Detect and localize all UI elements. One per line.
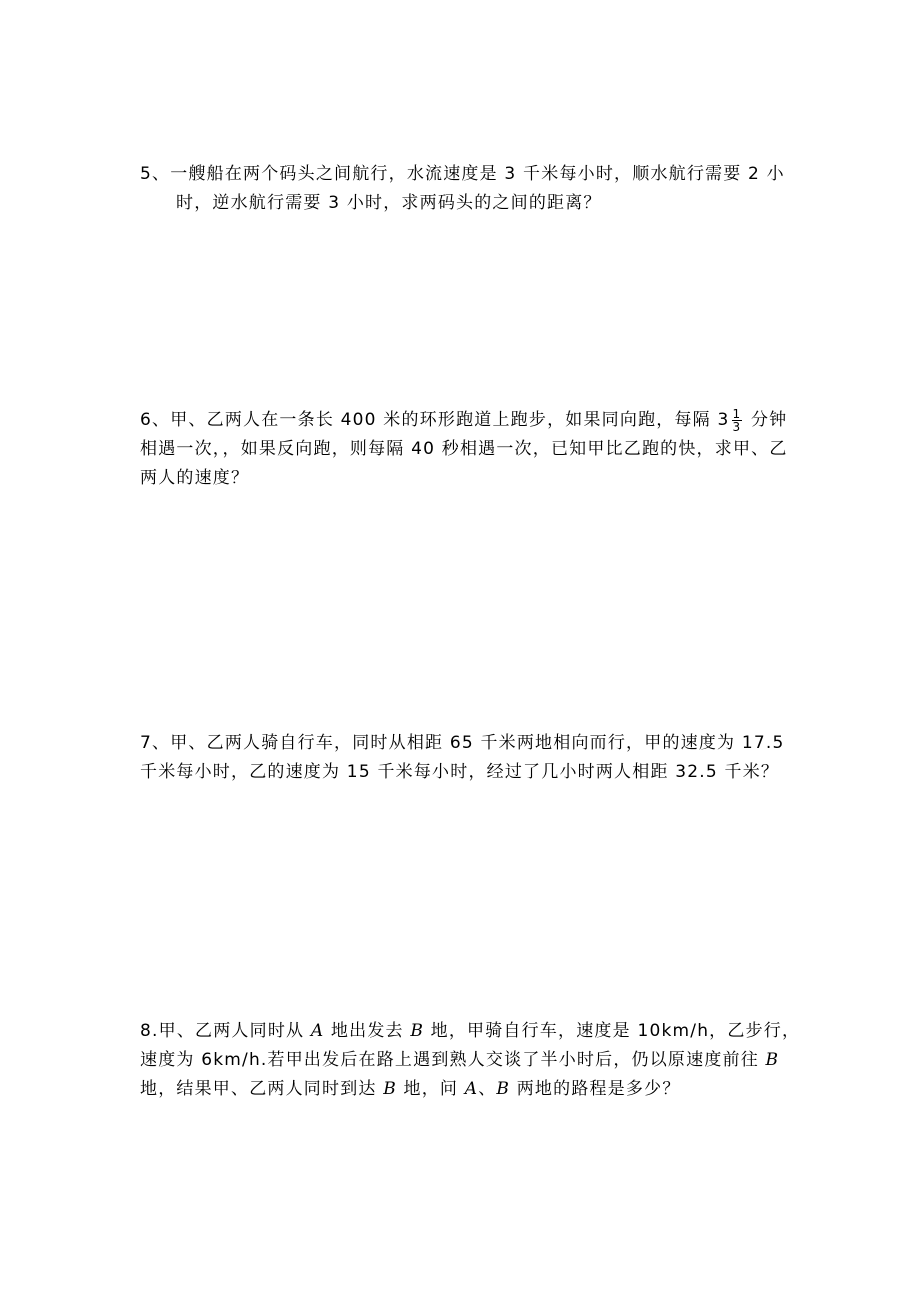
problem-7-line-2: 千米每小时，乙的速度为 15 千米每小时，经过了几小时两人相距 32.5 千米？ bbox=[140, 762, 780, 782]
problem-8-text: 8.甲、乙两人同时从 bbox=[140, 1021, 311, 1041]
problem-8-text: 地，结果甲、乙两人同时到达 bbox=[140, 1079, 384, 1099]
problem-8-text: 两地的路程是多少？ bbox=[510, 1079, 681, 1099]
fraction bbox=[732, 408, 743, 433]
problem-6-line-3: 两人的速度？ bbox=[140, 468, 250, 488]
problem-8-text: 地，问 bbox=[396, 1079, 465, 1099]
problem-6 bbox=[140, 406, 790, 493]
problem-8-text: 地，甲骑自行车，速度是 10km/h，乙步行， bbox=[424, 1021, 801, 1041]
mixed-number-whole: 3 bbox=[717, 410, 730, 430]
point-b-label: B bbox=[496, 1079, 511, 1099]
problem-6-line-1 bbox=[140, 406, 790, 435]
problem-5-line-1: 5、一艘船在两个码头之间航行，水流速度是 3 千米每小时，顺水航行需要 2 小 bbox=[140, 164, 785, 184]
point-b-label: B bbox=[765, 1050, 780, 1070]
problem-6-line-1-post: 分钟 bbox=[744, 410, 788, 430]
point-b-label: B bbox=[383, 1079, 397, 1099]
problem-8-line-1 bbox=[140, 1017, 801, 1046]
problem-6-line-2: 相遇一次，，如果反向跑，则每隔 40 秒相遇一次，已知甲比乙跑的快，求甲、乙 bbox=[140, 439, 788, 459]
problem-8 bbox=[140, 1017, 801, 1104]
fraction-denominator: 3 bbox=[732, 419, 742, 434]
point-b-label: B bbox=[410, 1021, 425, 1041]
problem-8-text: 、 bbox=[478, 1079, 497, 1099]
problem-6-line-1-pre: 6、甲、乙两人在一条长 400 米的环形跑道上跑步，如果同向跑，每隔 bbox=[140, 410, 718, 430]
fraction-numerator: 1 bbox=[732, 406, 742, 421]
problem-7 bbox=[140, 729, 790, 787]
problem-8-text: 速度为 6km/h.若甲出发后在路上遇到熟人交谈了半小时后，仍以原速度前往 bbox=[140, 1050, 766, 1070]
problem-8-line-2 bbox=[140, 1046, 790, 1075]
problem-7-line-1: 7、甲、乙两人骑自行车，同时从相距 65 千米两地相向而行，甲的速度为 17.5 bbox=[140, 733, 785, 753]
point-a-label: A bbox=[464, 1079, 479, 1099]
problem-5-line-2: 时，逆水航行需要 3 小时，求两码头的之间的距离？ bbox=[176, 193, 602, 213]
problem-8-line-3 bbox=[140, 1075, 790, 1104]
point-a-label: A bbox=[310, 1021, 325, 1041]
problem-8-text: 地出发去 bbox=[324, 1021, 411, 1041]
problem-5 bbox=[140, 160, 790, 218]
